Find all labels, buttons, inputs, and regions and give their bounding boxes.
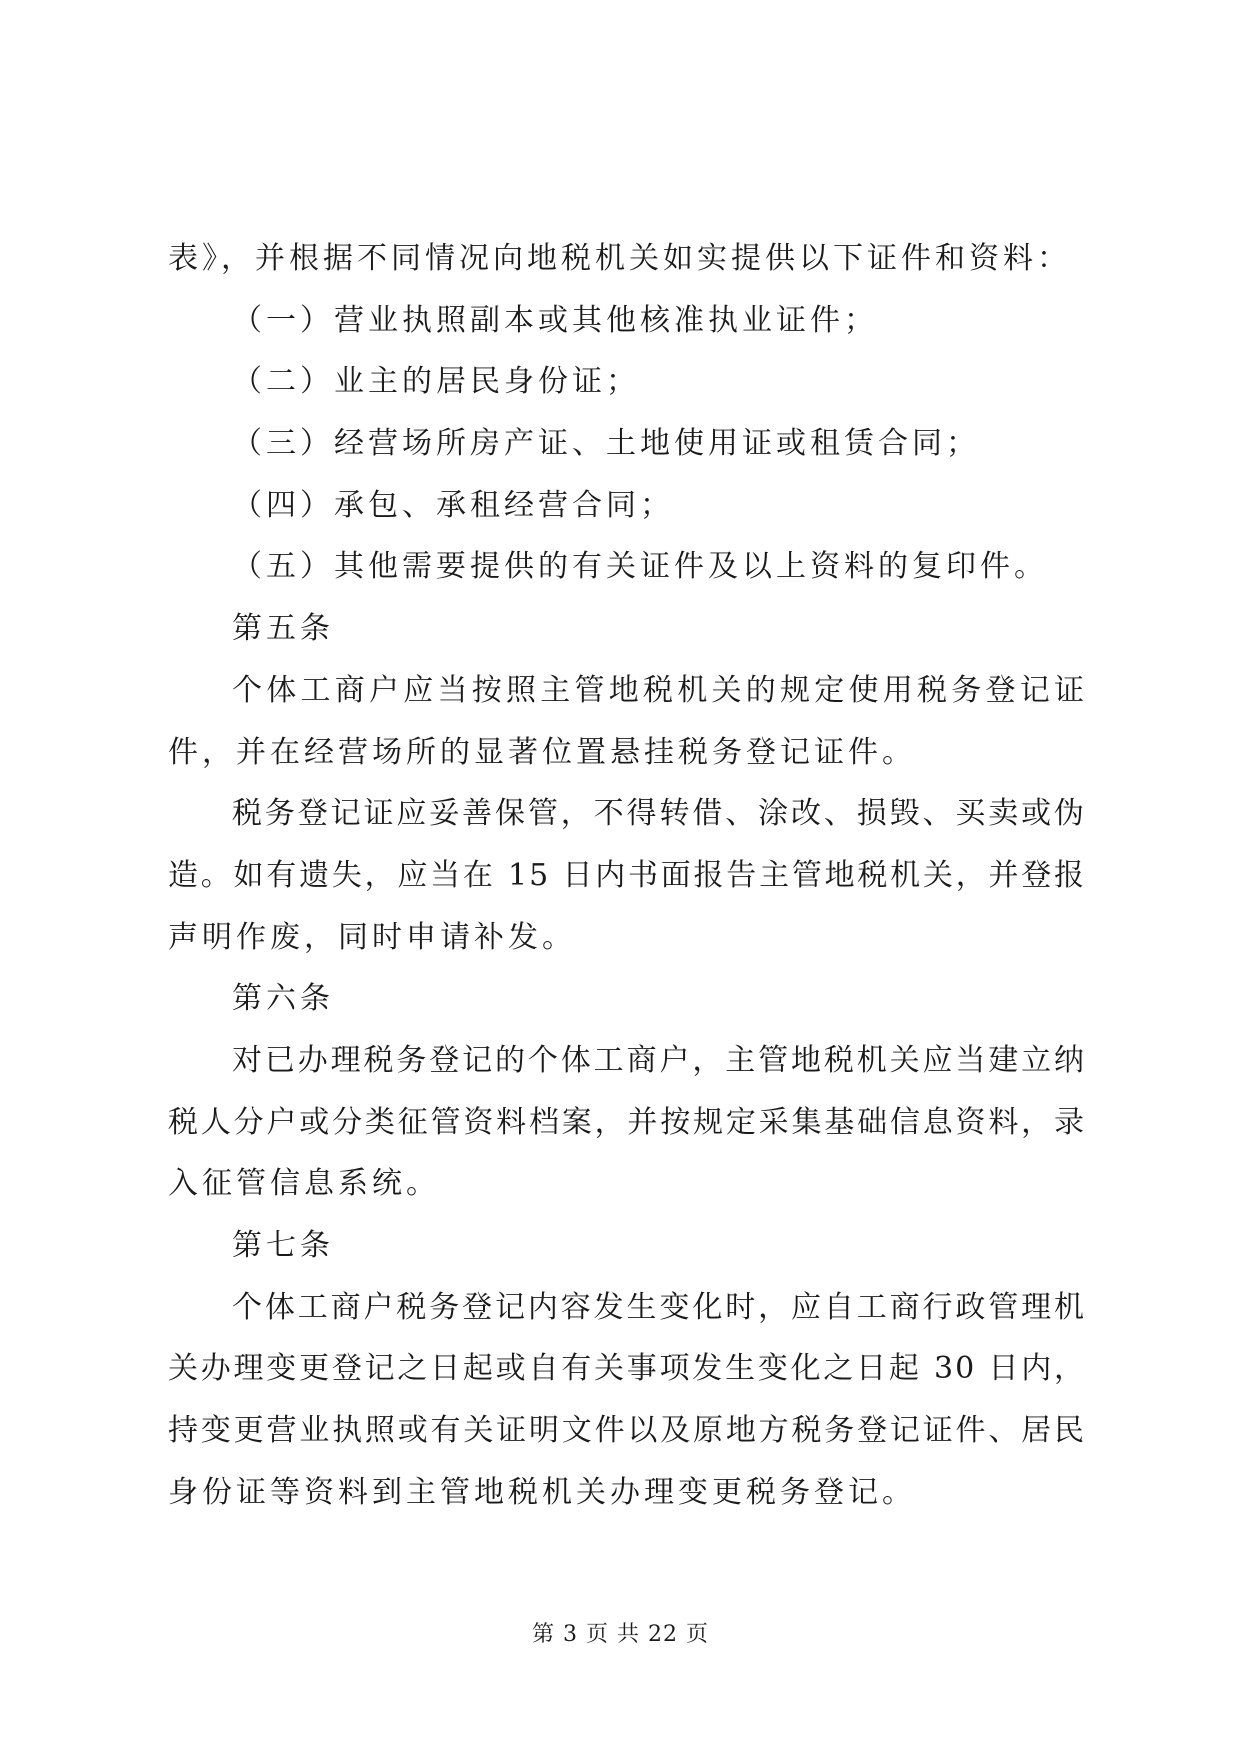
text-line: 个体工商户应当按照主管地税机关的规定使用税务登记证 xyxy=(232,672,1086,708)
text-line: 第六条 xyxy=(232,981,334,1017)
text-line: 身份证等资料到主管地税机关办理变更税务登记。 xyxy=(168,1474,916,1510)
text-line: 税务登记证应妥善保管，不得转借、涂改、损毁、买卖或伪 xyxy=(232,796,1086,832)
text-line: 声明作废，同时申请补发。 xyxy=(168,919,576,955)
text-line: 税人分户或分类征管资料档案，并按规定采集基础信息资料，录 xyxy=(168,1104,1086,1140)
text-line: 持变更营业执照或有关证明文件以及原地方税务登记证件、居民 xyxy=(168,1413,1086,1449)
text-line: 对已办理税务登记的个体工商户，主管地税机关应当建立纳 xyxy=(232,1042,1086,1078)
text-line: （三）经营场所房产证、土地使用证或租赁合同； xyxy=(232,426,980,462)
document-body xyxy=(168,228,1086,1523)
text-line: 个体工商户税务登记内容发生变化时，应自工商行政管理机 xyxy=(232,1289,1086,1325)
text-line: 第七条 xyxy=(232,1228,334,1263)
text-line: 表》，并根据不同情况向地税机关如实提供以下证件和资料： xyxy=(168,241,1071,276)
text-line: 第五条 xyxy=(232,611,334,647)
text-line: （四）承包、承租经营合同； xyxy=(232,487,674,523)
text-line: 关办理变更登记之日起或自有关事项发生变化之日起 30 日内， xyxy=(168,1351,1086,1387)
text-line: 件，并在经营场所的显著位置悬挂税务登记证件。 xyxy=(168,734,916,770)
text-line: （五）其他需要提供的有关证件及以上资料的复印件。 xyxy=(232,549,1048,585)
text-line: 造。如有遗失，应当在 15 日内书面报告主管地税机关，并登报 xyxy=(168,857,1086,893)
text-line: （二）业主的居民身份证； xyxy=(232,364,640,400)
page-footer: 第 3 页 共 22 页 xyxy=(532,1622,709,1647)
text-line: （一）营业执照副本或其他核准执业证件； xyxy=(232,302,878,338)
text-line: 入征管信息系统。 xyxy=(168,1166,440,1202)
